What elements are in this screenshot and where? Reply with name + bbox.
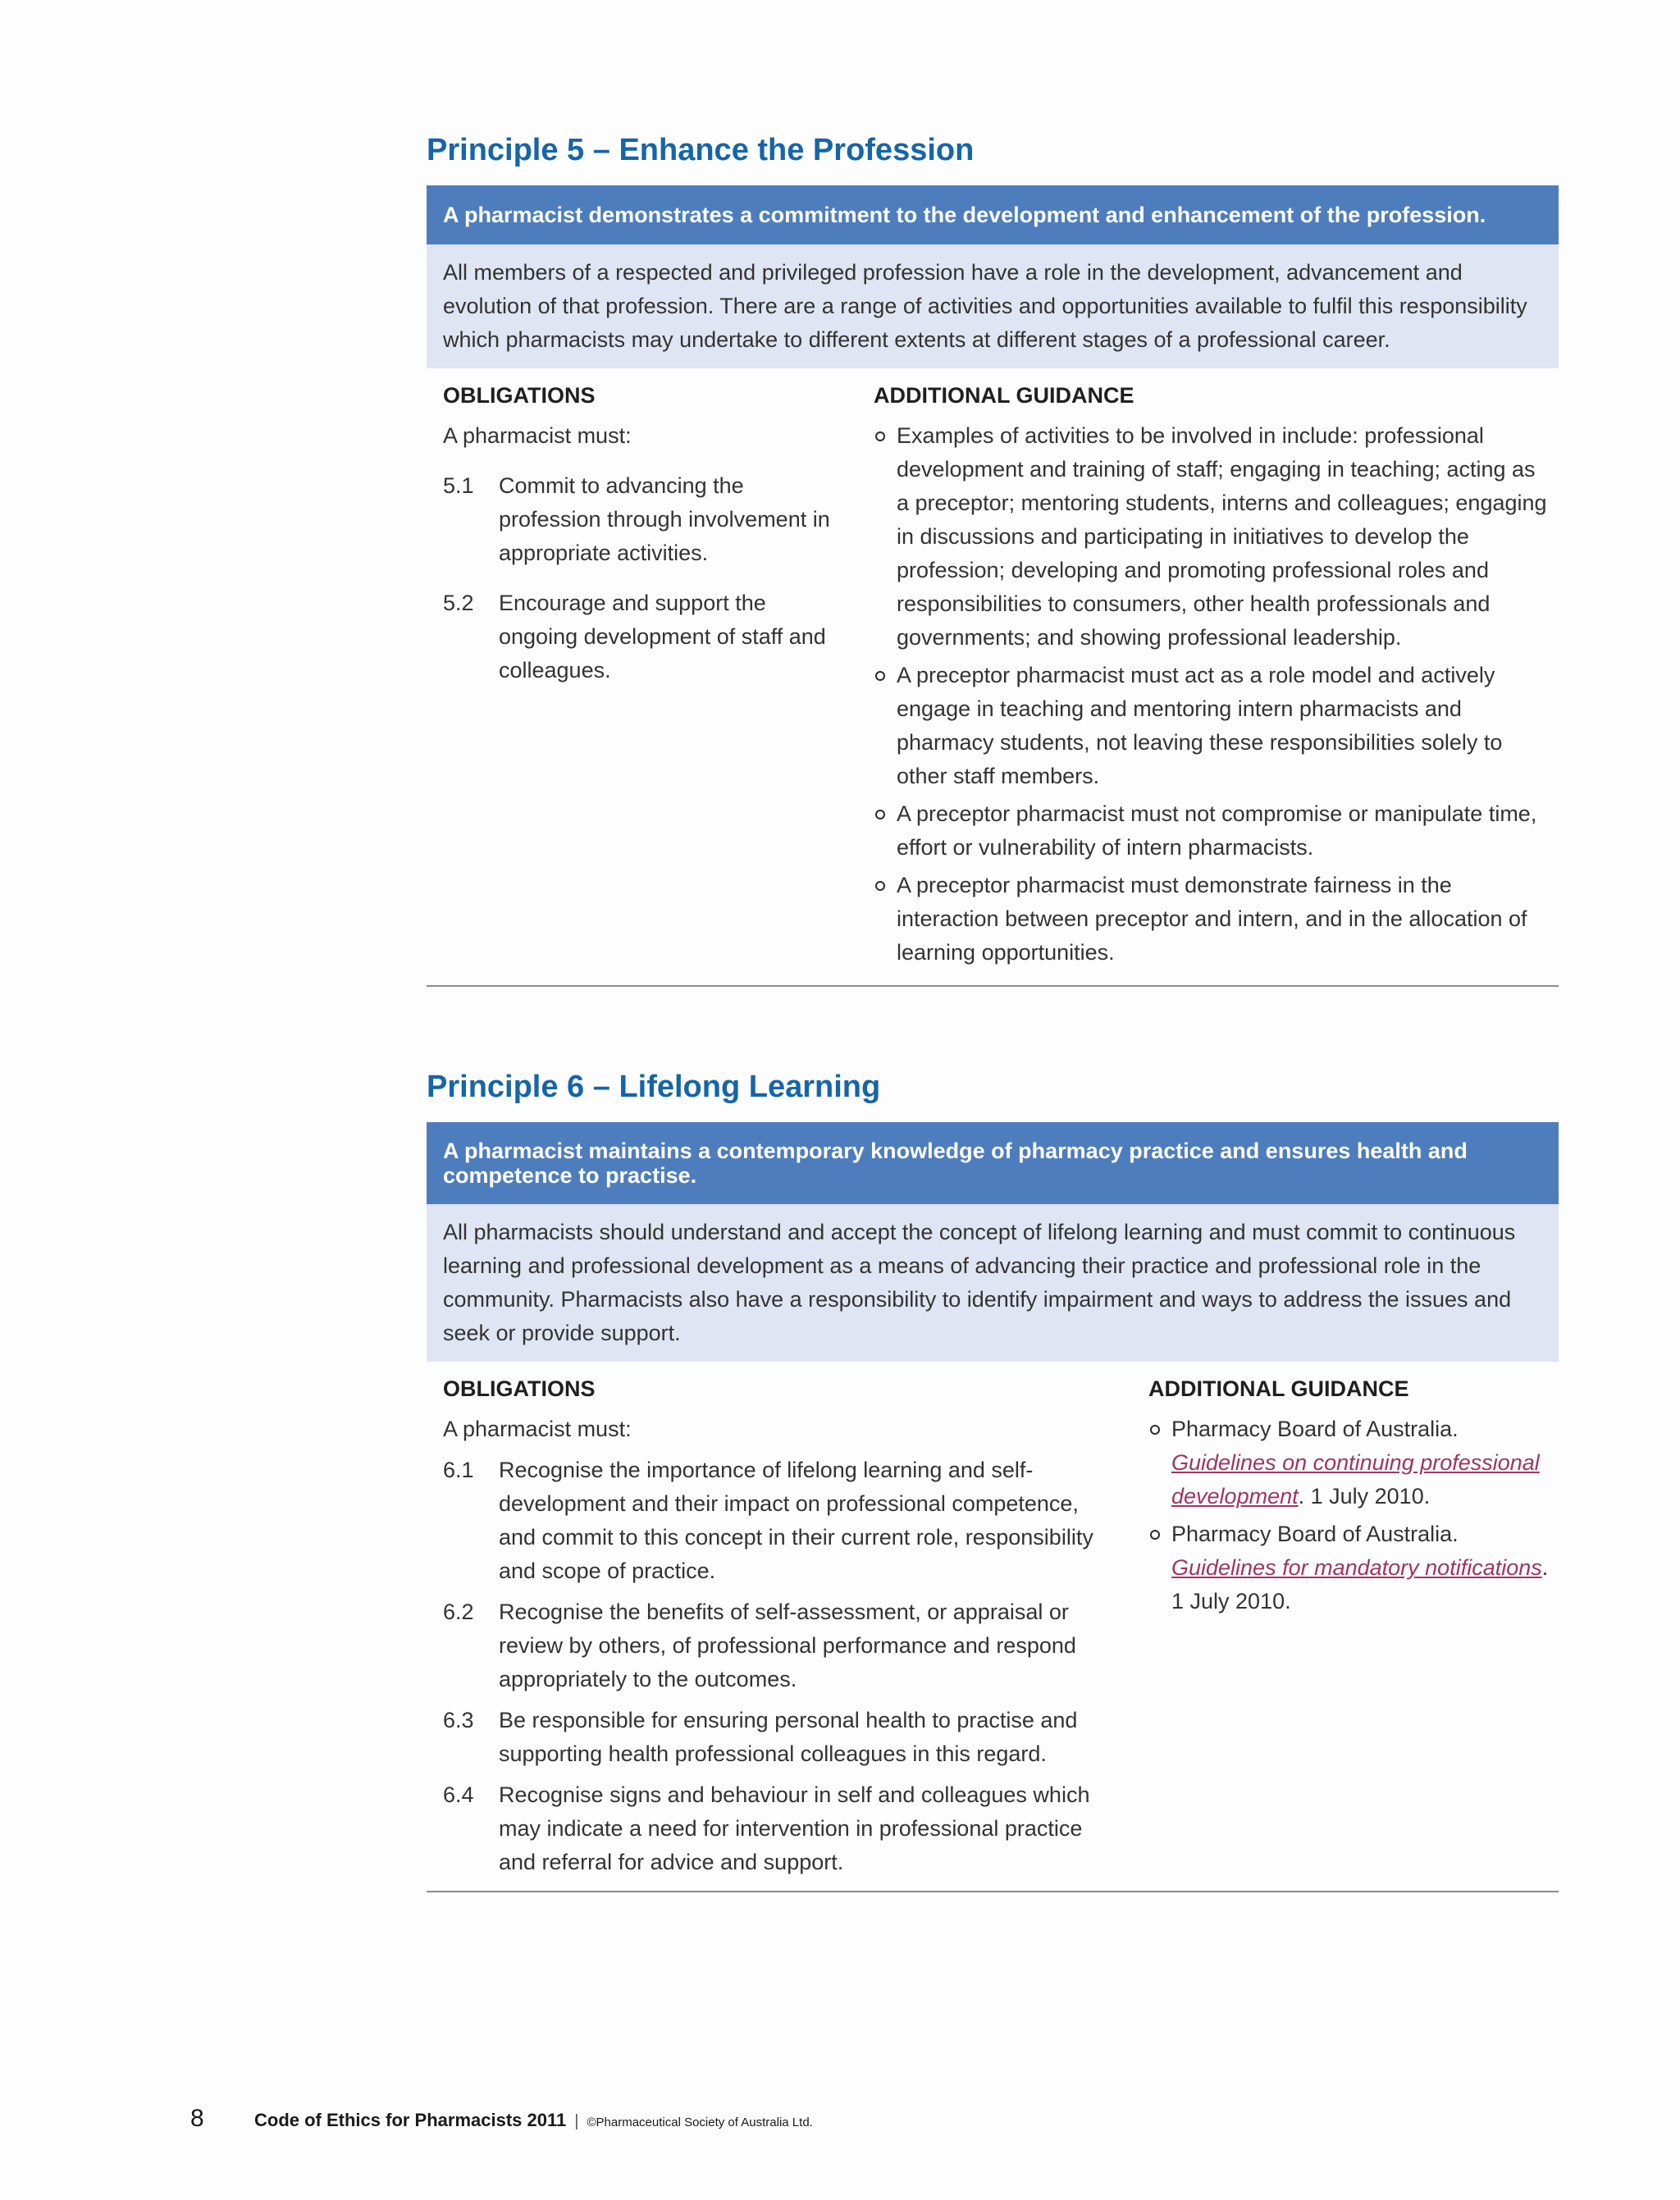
bullet-icon	[874, 419, 897, 655]
obligation-text: Recognise signs and behaviour in self and colleagues which may indicate a need for intervention in professional practice and referral for advice and support.	[499, 1782, 1090, 1874]
guidance-header: ADDITIONAL GUIDANCE	[874, 383, 1134, 408]
principle-5-heading: Principle 5 – Enhance the Profession	[427, 133, 975, 167]
bullet-icon	[874, 869, 897, 970]
guidance-text: A preceptor pharmacist must act as a role model and actively engage in teaching and mentoring intern pharmacists and pharmacy students, not leaving these responsibilities solely to other staff members.	[897, 663, 1503, 788]
reference-prefix: Pharmacy Board of Australia.	[1171, 1417, 1459, 1441]
bullet-icon	[1148, 1413, 1171, 1513]
reference-prefix: Pharmacy Board of Australia.	[1171, 1522, 1459, 1546]
bullet-icon	[874, 659, 897, 793]
obligations-header: OBLIGATIONS	[443, 1376, 596, 1401]
principle-6-heading: Principle 6 – Lifelong Learning	[427, 1070, 881, 1104]
obligations-list	[427, 469, 857, 699]
guidance-reference	[1171, 1413, 1550, 1513]
guidance-list	[1132, 1404, 1559, 1634]
principle-6-section	[427, 1060, 1559, 1892]
principle-6-guidance-column	[1132, 1362, 1559, 1891]
reference-suffix: . 1 July 2010.	[1171, 1555, 1549, 1613]
obligation-text: Encourage and support the ongoing development of staff and colleagues.	[499, 591, 826, 682]
principle-5-guidance-column	[857, 368, 1559, 985]
footer-title: Code of Ethics for Pharmacists 2011	[254, 2110, 567, 2130]
obligation-number: 6.1	[443, 1458, 474, 1482]
principle-6-banner	[427, 1122, 1559, 1204]
obligation-text: Be responsible for ensuring personal health to practise and supporting health professional colleagues in this regard.	[499, 1708, 1078, 1766]
principle-5-table	[427, 368, 1559, 987]
guidance-list	[857, 411, 1559, 985]
must-intro: A pharmacist must:	[443, 423, 632, 448]
guidance-header: ADDITIONAL GUIDANCE	[1148, 1376, 1409, 1401]
principle-5-intro: All members of a respected and privileged profession have a role in the development, advancement and evolution of that profession. There are a range of activities and opportunities available to fulfil this responsibility which pharmacists may undertake to different extents at different stages of a professional career.	[427, 244, 1559, 368]
principle-5-banner-text: A pharmacist demonstrates a commitment to the development and enhancement of the profession.	[443, 203, 1486, 227]
principle-6-banner-text: A pharmacist maintains a contemporary knowledge of pharmacy practice and ensures health and competence to practise.	[443, 1139, 1468, 1188]
page-footer	[190, 2105, 813, 2138]
obligation-number: 6.4	[443, 1782, 474, 1807]
guidance-item	[874, 797, 1550, 865]
obligation-item	[443, 1595, 1116, 1696]
cpd-guidelines-link[interactable]: Guidelines on continuing professional development	[1171, 1450, 1540, 1509]
principle-5-obligations-column	[427, 368, 857, 985]
obligation-item	[443, 1704, 1116, 1771]
principle-6-table	[427, 1362, 1559, 1892]
obligations-header: OBLIGATIONS	[443, 383, 596, 408]
obligation-number: 5.2	[443, 591, 474, 615]
obligation-item	[443, 469, 841, 570]
footer-copyright: ©Pharmaceutical Society of Australia Ltd.	[587, 2116, 813, 2129]
principle-6-obligations-column	[427, 1362, 1132, 1891]
guidance-text: A preceptor pharmacist must not compromise or manipulate time, effort or vulnerability of intern pharmacists.	[897, 801, 1537, 860]
obligations-list	[427, 1454, 1132, 1891]
reference-suffix: . 1 July 2010.	[1298, 1484, 1431, 1509]
guidance-item	[1148, 1413, 1550, 1513]
obligation-text: Recognise the importance of lifelong learning and self-development and their impact on professional competence, and commit to this concept in their current role, responsibility and scope of practice.	[499, 1458, 1093, 1583]
guidance-text: A preceptor pharmacist must demonstrate fairness in the interaction between preceptor and intern, and in the allocation of learning opportunities.	[897, 873, 1527, 965]
guidance-item	[1148, 1518, 1550, 1618]
bullet-icon	[874, 797, 897, 865]
guidance-item	[874, 869, 1550, 970]
guidance-reference	[1171, 1518, 1550, 1618]
obligation-text: Commit to advancing the profession through involvement in appropriate activities.	[499, 473, 830, 565]
obligation-item	[443, 587, 841, 687]
obligation-number: 6.3	[443, 1708, 474, 1732]
obligation-item	[443, 1454, 1116, 1588]
guidance-item	[874, 419, 1550, 655]
page-number: 8	[190, 2105, 204, 2132]
principle-5-section	[427, 123, 1559, 987]
principle-6-intro: All pharmacists should understand and accept the concept of lifelong learning and must commit to continuous learning and professional development as a means of advancing their practice and professional role in the community. Pharmacists also have a responsibility to identify impairment and ways to address the issues and seek or provide support.	[427, 1204, 1559, 1362]
guidance-text: Examples of activities to be involved in include: professional development and training of staff; engaging in teaching; acting as a preceptor; mentoring students, interns and colleagues; engaging in discussions and participating in initiatives to develop the profession; developing and promoting professional roles and responsibilities to consumers, other health professionals and governments; and showing professional leadership.	[897, 423, 1547, 650]
obligation-number: 5.1	[443, 473, 474, 498]
principle-5-banner	[427, 185, 1559, 244]
bullet-icon	[1148, 1518, 1171, 1618]
obligation-text: Recognise the benefits of self-assessment, or appraisal or review by others, of professional performance and respond appropriately to the outcomes.	[499, 1600, 1076, 1691]
must-intro: A pharmacist must:	[443, 1417, 632, 1441]
footer-separator: |	[574, 2112, 579, 2130]
obligation-item	[443, 1778, 1116, 1879]
guidance-item	[874, 659, 1550, 793]
obligation-number: 6.2	[443, 1600, 474, 1624]
mandatory-notifications-link[interactable]: Guidelines for mandatory notifications	[1171, 1555, 1542, 1580]
